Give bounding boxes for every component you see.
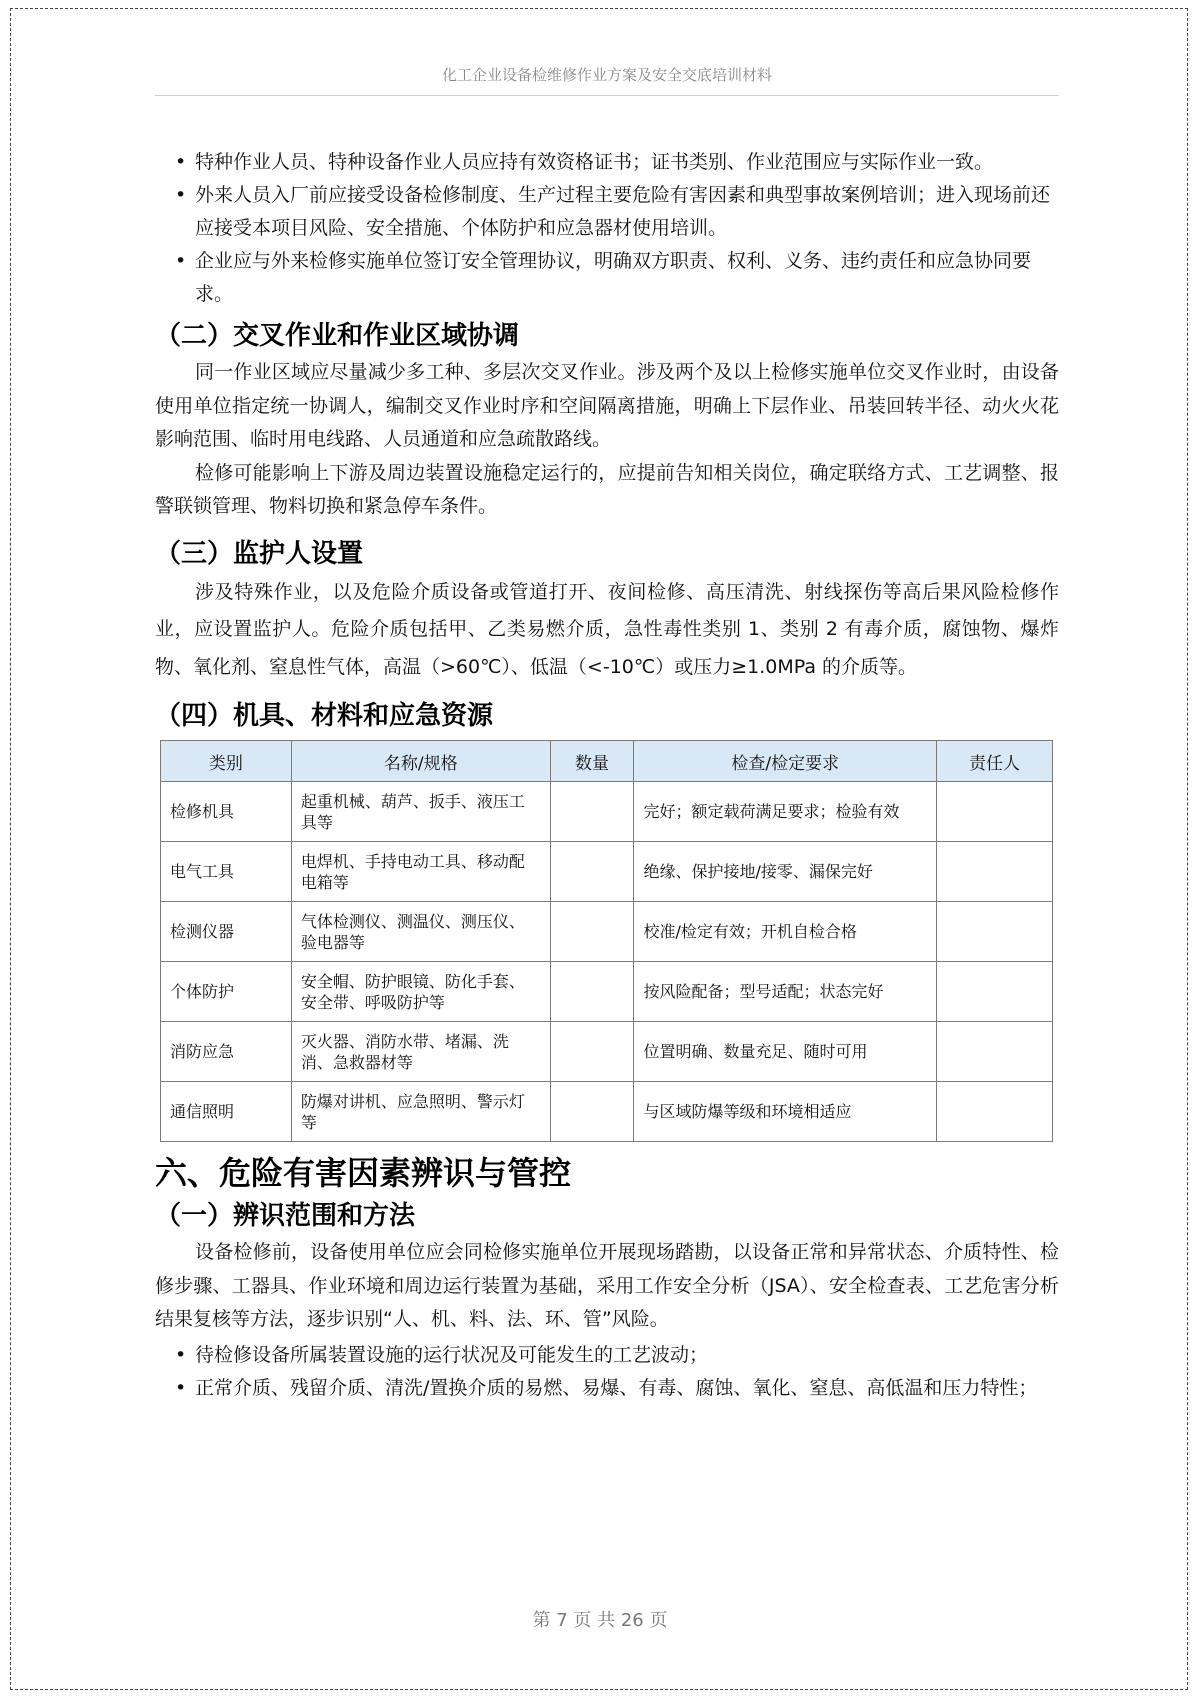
bullet-icon: •	[175, 151, 187, 173]
column-header: 类别	[161, 741, 292, 782]
list-item: • 企业应与外来检修实施单位签订安全管理协议，明确双方职责、权利、义务、违约责任和应急协同要求。	[155, 245, 1059, 311]
page-content	[155, 146, 1059, 1405]
paragraph: 同一作业区域应尽量减少多工种、多层次交叉作业。涉及两个及以上检修实施单位交叉作业时，由设备使用单位指定统一协调人，编制交叉作业时序和空间隔离措施，明确上下层作业、吊装回转半径、动火火花影响范围、临时用电线路、人员通道和应急疏散路线。	[155, 361, 1059, 450]
table-cell	[550, 902, 634, 962]
bullet-icon: •	[175, 1376, 187, 1399]
table-cell: 防爆对讲机、应急照明、警示灯等	[291, 1082, 550, 1142]
table-cell: 个体防护	[161, 962, 292, 1022]
table-cell: 起重机械、葫芦、扳手、液压工具等	[291, 782, 550, 842]
section-heading: （四）机具、材料和应急资源	[155, 701, 494, 731]
table-cell: 绝缘、保护接地/接零、漏保完好	[634, 842, 937, 902]
section-heading: （三）监护人设置	[155, 538, 364, 569]
table-cell: 与区域防爆等级和环境相适应	[634, 1082, 937, 1142]
paragraph: 检修可能影响上下游及周边装置设施稳定运行的，应提前告知相关岗位，确定联络方式、工艺调整、报警联锁管理、物料切换和紧急停车条件。	[155, 461, 1059, 517]
header-rule	[155, 95, 1059, 96]
table-row	[161, 902, 1053, 962]
table-cell: 完好；额定载荷满足要求；检验有效	[634, 782, 937, 842]
table-cell	[550, 842, 634, 902]
requirements-list	[155, 146, 1059, 311]
table-cell: 电焊机、手持电动工具、移动配电箱等	[291, 842, 550, 902]
table-cell: 检测仪器	[161, 902, 292, 962]
page-number: 第 7 页 共 26 页	[532, 1610, 668, 1631]
table-row	[161, 962, 1053, 1022]
table-row	[161, 782, 1053, 842]
table-row	[161, 842, 1053, 902]
table-header-row	[161, 741, 1053, 782]
table-cell	[937, 782, 1053, 842]
table-cell: 消防应急	[161, 1022, 292, 1082]
column-header: 名称/规格	[291, 741, 550, 782]
list-item: • 特种作业人员、特种设备作业人员应持有效资格证书；证书类别、作业范围应与实际作业一致。	[155, 146, 1059, 179]
list-item: • 外来人员入厂前应接受设备检修制度、生产过程主要危险有害因素和典型事故案例培训；进入现场前还应接受本项目风险、安全措施、个体防护和应急器材使用培训。	[155, 179, 1059, 245]
table-cell: 位置明确、数量充足、随时可用	[634, 1022, 937, 1082]
section-heading: （二）交叉作业和作业区域协调	[155, 321, 520, 351]
table-cell	[937, 1022, 1053, 1082]
list-item: • 待检修设备所属装置设施的运行状况及可能发生的工艺波动；	[155, 1339, 1059, 1372]
table-cell	[550, 1082, 634, 1142]
table-cell	[550, 962, 634, 1022]
table-cell: 气体检测仪、测温仪、测压仪、验电器等	[291, 902, 550, 962]
table-row	[161, 1082, 1053, 1142]
table-cell	[937, 902, 1053, 962]
paragraph: 设备检修前，设备使用单位应会同检修实施单位开展现场踏勘，以设备正常和异常状态、介质特性、检修步骤、工器具、作业环境和周边运行装置为基础，采用工作安全分析（JSA）、安全检查表、工艺危害分析结果复核等方法，逐步识别“人、机、料、法、环、管”风险。	[155, 1241, 1059, 1330]
bullet-icon: •	[175, 1343, 187, 1366]
chapter-heading: 六、危险有害因素辨识与管控	[155, 1154, 572, 1192]
running-header: 化工企业设备检维修作业方案及安全交底培训材料	[441, 66, 772, 84]
table-cell: 灭火器、消防水带、堵漏、洗消、急救器材等	[291, 1022, 550, 1082]
table-cell	[937, 1082, 1053, 1142]
table-cell: 安全帽、防护眼镜、防化手套、安全带、呼吸防护等	[291, 962, 550, 1022]
table-cell: 检修机具	[161, 782, 292, 842]
table-row	[161, 1022, 1053, 1082]
table-cell	[937, 962, 1053, 1022]
bullet-icon: •	[175, 184, 187, 206]
column-header: 数量	[550, 741, 634, 782]
equipment-table	[160, 740, 1053, 1142]
table-cell: 通信照明	[161, 1082, 292, 1142]
table-cell: 校准/检定有效；开机自检合格	[634, 902, 937, 962]
column-header: 检查/检定要求	[634, 741, 937, 782]
list-item: • 正常介质、残留介质、清洗/置换介质的易燃、易爆、有毒、腐蚀、氧化、窒息、高低温和压力特性；	[155, 1372, 1059, 1405]
table-cell	[550, 1022, 634, 1082]
column-header: 责任人	[937, 741, 1053, 782]
table-cell: 电气工具	[161, 842, 292, 902]
table-cell	[937, 842, 1053, 902]
table-cell: 按风险配备；型号适配；状态完好	[634, 962, 937, 1022]
table-cell	[550, 782, 634, 842]
hazard-scope-list	[155, 1339, 1059, 1405]
bullet-icon: •	[175, 250, 187, 272]
paragraph: 涉及特殊作业，以及危险介质设备或管道打开、夜间检修、高压清洗、射线探伤等高后果风险检修作业，应设置监护人。危险介质包括甲、乙类易燃介质，急性毒性类别 1、类别 2 有毒介质，腐蚀物、爆炸物、氧化剂、窒息性气体，高温（>60℃）、低温（<-10℃）或压力≥1.0MPa 的介质等。	[155, 580, 1059, 678]
section-heading: （一）辨识范围和方法	[155, 1201, 416, 1231]
